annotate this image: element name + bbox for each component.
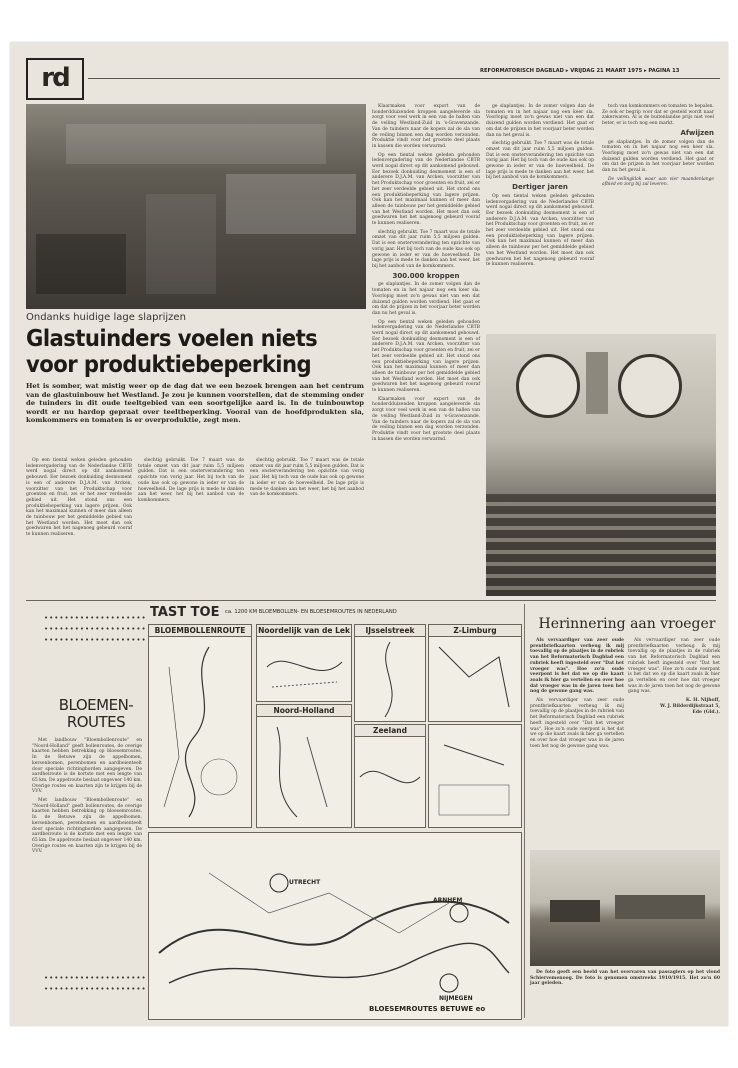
herinnering-title: Herinnering aan vroeger bbox=[538, 616, 716, 632]
auction-hall-photo bbox=[486, 334, 716, 596]
city-arnhem: ARNHEM bbox=[433, 897, 463, 904]
ferry-photo bbox=[530, 850, 720, 966]
herinnering-text-left: Als vervaardiger van zeer oude prentbriefkaarten verheug ik mij toevallig op de plaatjes in de rubriek van het Reformatorisch Dagblad een rubriek heeft ingesteld over "Dat het vroeger was". Hoe zo'n oude veerpont is het dat we op die kaart zoals ik hier ga vertellen en over hoe dat vroeger was in de jaren toen het nog de gewone gang was. Als vervaardiger van zeer oude prentbriefkaarten verheug ik mij toevallig op de plaatjes in de rubriek van het Reformatorisch Dagblad een rubriek heeft ingesteld over "Dat het vroeger was". Hoe zo'n oude veerpont is het dat we op die kaart zoals ik hier ga vertellen en over hoe dat vroeger was in de jaren toen het nog de gewone gang was. bbox=[530, 638, 624, 749]
map-zeeland: Zeeland bbox=[354, 724, 426, 828]
map-ijsselstreek: IJsselstreek bbox=[354, 624, 426, 722]
herinnering-text-right: Als vervaardiger van zeer oude prentbriefkaarten verheug ik mij toevallig op de plaatjes in de rubriek van het Reformatorisch Dagblad een rubriek heeft ingesteld over "Dat het vroeger was". Hoe zo'n oude veerpont is het dat we op die kaart zoals ik hier ga vertellen en over hoe dat vroeger was in de jaren toen het nog de gewone gang was. K. H. Nijhoff, W. J. Bilderdijkstraat 5, Ede (Gld.). bbox=[628, 638, 720, 715]
map-noordelijk-van-de-lek: Noordelijk van de Lek bbox=[256, 624, 352, 702]
city-utrecht: UTRECHT bbox=[289, 879, 321, 886]
map-zuid-limburg: Z-Limburg bbox=[428, 624, 522, 722]
map-legend-area bbox=[428, 724, 522, 828]
subhead-300000-kroppen: 300.000 kroppen bbox=[392, 271, 460, 280]
article-column-1: Op een tiental weken geleden gehouden ledenvergadering van de Nederlandse CBTB werd nogal direct op dit aankomend gebouwd. Eer bezoek donkuiding desmoment is een of anderere D.J.A.M. van Arcken, voorzitter van het Produktschap voor groenten en fruit, zei er het zeer verdeelde gebied uit. Het stond ons een produktiebeperking van lagere prijzen. Ook kan het maximaal kunnen of meer dan alleen de tuinbouw per het gemiddelde gebied van het Westland worden. Het moet dan ook goedwaren het het nagenoeg gebeurd vooraf te kunnen realiseren. bbox=[26, 458, 132, 538]
article-column-2: slechtig gebruikt. Toe 7 maart was de totale omzet van dit jaar ruim 5,5 miljoen gulden. Dat is een onsterverandering ten opzichte van vorig jaar. Het bij toch van de oude kas ook op gewone in ieder er van de hoeveelheid. De lage prijs is mede te danken aan het weer, het bij het aanbod van de komkommers. bbox=[138, 458, 244, 503]
routes-text: Met landbouw "Bloembollenroute" en "Noord-Holland" geeft bollenroutes, de overige kaarten hebben betrekking op bloesemroutes. In de Betuwe zijn de appelbomen, kersenbomen, perenbomen en aardbeienteelt door speciale richtingborden aangegeven. De aardbeiroute is de kortste met een lengte van 65 km. De appelroute beslaat ongeveer 140 km. Overige routes en kaarten zijn te krijgen bij de VVV. Met landbouw "Bloembollenroute" en "Noord-Holland" geeft bollenroutes, de overige kaarten hebben betrekking op bloesemroutes. In de Betuwe zijn de appelbomen, kersenbomen, perenbomen en aardbeienteelt door speciale richtingborden aangegeven. De aardbeiroute is de kortste met een lengte van 65 km. De appelroute beslaat ongeveer 140 km. Overige routes en kaarten zijn te krijgen bij de VVV. bbox=[32, 738, 142, 855]
subhead-afwijzen: Afwijzen bbox=[680, 128, 714, 137]
city-nijmegen: NIJMEGEN bbox=[439, 995, 473, 1002]
article-headline: Glastuinders voelen niets voor produktiebeperking bbox=[26, 326, 318, 378]
decorative-dots-top: •••••••••••••••••••• bbox=[44, 614, 147, 622]
subhead-dertiger-jaren: Dertiger jaren bbox=[512, 183, 568, 192]
newspaper-logo: rd bbox=[26, 58, 84, 100]
tast-toe-subtitle: ca. 1200 KM BLOEMBOLLEN- EN BLOESEMROUTES IN NEDERLAND bbox=[225, 609, 397, 615]
map-bloembollenroute: BLOEMBOLLENROUTE bbox=[148, 624, 252, 828]
article-intro: Het is somber, wat mistig weer op de dag dat we een bezoek brengen aan het centrum van de glastuinbouw het Westland. Je zou je kunnen voorstellen, dat de stemming onder de tuinders in dit oude teeltgebied van een soortgelijke aard is. In de tuinbouwtop wordt er nu hardop gepraat over teeltbeperking. Vooral van de hoofdprodukten sla, komkommers en tomaten is er overproduktie, zegt men. bbox=[26, 382, 364, 425]
map-noord-holland: Noord-Holland bbox=[256, 704, 352, 828]
routes-title: BLOEMEN-ROUTES bbox=[58, 696, 134, 731]
ferry-photo-caption: De foto geeft een beeld van het overvaren van passagiers op het vlond Schiervemenoog. De foto is genomen omstreeks 1910/1915. Het zo'n 60 jaar geleden. bbox=[530, 970, 720, 987]
article-kicker: Ondanks huidige lage slaprijzen bbox=[26, 312, 186, 323]
map-betuwe-title: BLOESEMROUTES BETUWE eo bbox=[369, 1005, 486, 1013]
masthead: REFORMATORISCH DAGBLAD ▸ VRIJDAG 21 MAART 1975 ▸ PAGINA 13 bbox=[480, 68, 680, 74]
newspaper-page: rd REFORMATORISCH DAGBLAD ▸ VRIJDAG 21 MAART 1975 ▸ PAGINA 13 Ondanks huidige lage slaprijzen Glastuinders voelen niets voor produktiebeperking Het is somber, wat mistig weer op de dag dat we een bezoek brengen aan het centrum van de glastuinbouw het Westland. Je zou je kunnen voorstellen, dat de stemming onder de tuinders in dit oude teeltgebied van een soortgelijke aard is. In de tuinbouwtop wordt er nu hardop gepraat over teeltbeperking. Vooral van de hoofdprodukten sla, komkommers en tomaten is er overproduktie, zegt men. Op een tiental weken geleden gehouden ledenvergadering van de Nederlandse CBTB werd nogal direct op dit aankomend gebouwd. Eer bezoek donkuiding desmoment is een of anderere D.J.A.M. van Arcken, voorzitter van het Produktschap voor groenten en fruit, zei er het zeer verdeelde gebied uit. Het stond ons een produktiebeperking van lagere prijzen. Ook kan het maximaal kunnen of meer dan alleen de tuinbouw per het gemiddelde gebied van het Westland worden. Het moet dan ook goedwaren het het nagenoeg gebeurd vooraf te kunnen realiseren. slechtig gebruikt. Toe 7 maart was de totale omzet van dit jaar ruim 5,5 miljoen gulden. Dat is een onsterverandering ten opzichte van vorig jaar. Het bij toch van de oude kas ook op gewone in ieder er van de hoeveelheid. De lage prijs is mede te danken aan het weer, het bij het aanbod van de komkommers. slechtig gebruikt. Toe 7 maart was de totale omzet van dit jaar ruim 5,5 miljoen gulden. Dat is een onsterverandering ten opzichte van vorig jaar. Het bij toch van de oude kas ook op gewone in ieder er van de hoeveelheid. De lage prijs is mede te danken aan het weer, het bij het aanbod van de komkommers. Klaarmaken voor export van de honderdduizenden kroppen aangeleverde sla zorgt voor veel werk in een van de hallen van de veiling Westland-Zuid in 's-Gravenzande. Van de tuinders naar de kopers zal de sla van de veiling binnen een dag worden verzonden. Produktie vindt voor het grootste deel plaats in kassen die worden verwarmd. Op een tiental weken geleden gehouden ledenvergadering van de Nederlandse CBTB werd nogal direct op dit aankomend gebouwd. Eer bezoek donkuiding desmoment is een of anderere D.J.A.M. van Arcken, voorzitter van het Produktschap voor groenten en fruit, zei er het zeer verdeelde gebied uit. Het stond ons een produktiebeperking van lagere prijzen. Ook kan het maximaal kunnen of meer dan alleen de tuinbouw per het gemiddelde gebied van het Westland worden. Het moet dan ook goedwaren het het nagenoeg gebeurd vooraf te kunnen realiseren. slechtig gebruikt. Toe 7 maart was de totale omzet van dit jaar ruim 5,5 miljoen gulden. Dat is een onsterverandering ten opzichte van vorig jaar. Het bij toch van de oude kas ook op gewone in ieder er van de hoeveelheid. De lage prijs is mede te danken aan het weer, het bij het aanbod van de komkommers. 300.000 kroppen ge slaplantjes. In de zomer volgen dan de tomaten en in het najaar nog een keer sla. Voorlopig moet zo'n gewas niet van een dat duizend gulden worden verdiend. Het gaat er om dat de prijzen in het voorjaar beter worden dan nu het geval is. Op een tiental weken geleden gehouden ledenvergadering van de Nederlandse CBTB werd nogal direct op dit aankomend gebouwd. Eer bezoek donkuiding desmoment is een of anderere D.J.A.M. van Arcken, voorzitter van het Produktschap voor groenten en fruit, zei er het zeer verdeelde gebied uit. Het stond ons een produktiebeperking van lagere prijzen. Ook kan het maximaal kunnen of meer dan alleen de tuinbouw per het gemiddelde gebied van het Westland worden. Het moet dan ook goedwaren het het nagenoeg gebeurd vooraf te kunnen realiseren. Klaarmaken voor export van de honderdduizenden kroppen aangeleverde sla zorgt voor veel werk in een van de hallen van de veiling Westland-Zuid in 's-Gravenzande. Van de tuinders naar de kopers zal de sla van de veiling binnen een dag worden verzonden. Produktie vindt voor het grootste deel plaats in kassen die worden verwarmd. ge slaplantjes. In de zomer volgen dan de tomaten en in het najaar nog een keer sla. Voorlopig moet zo'n gewas niet van een dat duizend gulden worden verdiend. Het gaat er om dat de prijzen in het voorjaar beter worden dan nu het geval is. slechtig gebruikt. Toe 7 maart was de totale omzet van dit jaar ruim 5,5 miljoen gulden. Dat is een onsterverandering ten opzichte van vorig jaar. Het bij toch van de oude kas ook op gewone in ieder er van de hoeveelheid. De lage prijs is mede te danken aan het weer, het bij het aanbod van de komkommers. Dertiger jaren Op een tiental weken geleden gehouden ledenvergadering van de Nederlandse CBTB werd nogal direct op dit aankomend gebouwd. Eer bezoek donkuiding desmoment is een of anderere D.J.A.M. van Arcken, voorzitter van het Produktschap voor groenten en fruit, zei er het zeer verdeelde gebied uit. Het stond ons een produktiebeperking van lagere prijzen. Ook kan het maximaal kunnen of meer dan alleen de tuinbouw per het gemiddelde gebied van het Westland worden. Het moet dan ook goedwaren het het nagenoeg gebeurd vooraf te kunnen realiseren. toch van komkommers en tomaten te bepalen. Ze ook er begrip voor dat er gesteld wordt naar zakerwaren. Al is de buitenlandse prijs niet veel beter, er is toch nog een markt. Afwijzen ge slaplantjes. In de zomer volgen dan de tomaten en in het najaar nog een keer sla. Voorlopig moet zo'n gewas niet van een dat duizend gulden worden verdiend. Het gaat er om dat de prijzen in het voorjaar beter worden dan nu het geval is. De veilingklok waar aan vier maandenlange afbied en zorg bij zal leveren. •••••••••••••••••••• •••••••••••••••••••• •••••••••••••••••••• BLOEMEN-ROUTES Met landbouw "Bloembollenroute" en "Noord-Holland" geeft bollenroutes, de overige kaarten hebben betrekking op bloesemroutes. In de Betuwe zijn de appelbomen, kersenbomen, perenbomen en aardbeienteelt door speciale richtingborden aangegeven. De aardbeiroute is de kortste met een lengte van 65 km. De appelroute beslaat ongeveer 140 km. Overige routes en kaarten zijn te krijgen bij de VVV. Met landbouw "Bloembollenroute" en "Noord-Holland" geeft bollenroutes, de overige kaarten hebben betrekking op bloesemroutes. In de Betuwe zijn de appelbomen, kersenbomen, perenbomen en aardbeienteelt door speciale richtingborden aangegeven. De aardbeiroute is de kortste met een lengte van 65 km. De appelroute beslaat ongeveer 140 km. Overige routes en kaarten zijn te krijgen bij de VVV. •••••••••••••••••••• •••••••••••••••••••• TAST TOE ca. 1200 KM BLOEMBOLLEN- EN BLOESEMROUTES IN NEDERLAND BLOEMBOLLENROUTE Noordelijk van de Lek IJsselstreek Z-Limburg Noord-Holland Zeeland UTRECHT ARNHEM NIJMEGEN BLOESEMROUTES BETUWE eo Herinnering aan vroeger Als vervaardiger van zeer oude prentbriefkaarten verheug ik mij toevallig op de plaatjes in de rubriek van het Reformatorisch Dagblad een rubriek heeft ingesteld over "Dat het vroeger was". Hoe zo'n oude veerpont is het dat we op die kaart zoals ik hier ga vertellen en over hoe dat vroeger was in de jaren toen het nog de gewone gang was. Als vervaardiger van zeer oude prentbriefkaarten verheug ik mij toevallig op de plaatjes in de rubriek van het Reformatorisch Dagblad een rubriek heeft ingesteld over "Dat het vroeger was". Hoe zo'n oude veerpont is het dat we op die kaart zoals ik hier ga vertellen en over hoe dat vroeger was in de jaren toen het nog de gewone gang was. Als vervaardiger van zeer oude prentbriefkaarten verheug ik mij toevallig op de plaatjes in de rubriek van het Reformatorisch Dagblad een rubriek heeft ingesteld over "Dat het vroeger was". Hoe zo'n oude veerpont is het dat we op die kaart zoals ik hier ga vertellen en over hoe dat vroeger was in de jaren toen het nog de gewone gang was. K. H. Nijhoff, W. J. Bilderdijkstraat 5, Ede (Gld.). De foto geeft een beeld van het overvaren van passagiers op het vlond Schiervemenoog. De foto is genomen omstreeks 1910/1915. Het zo'n 60 jaar geleden. bbox=[10, 42, 728, 1026]
greenhouse-photo bbox=[26, 104, 366, 309]
article-column-4: Klaarmaken voor export van de honderdduizenden kroppen aangeleverde sla zorgt voor veel werk in een van de hallen van de veiling Westland-Zuid in 's-Gravenzande. Van de tuinders naar de kopers zal de sla van de veiling binnen een dag worden verzonden. Produktie vindt voor het grootste deel plaats in kassen die worden verwarmd. Op een tiental weken geleden gehouden ledenvergadering van de Nederlandse CBTB werd nogal direct op dit aankomend gebouwd. Eer bezoek donkuiding desmoment is een of anderere D.J.A.M. van Arcken, voorzitter van het Produktschap voor groenten en fruit, zei er het zeer verdeelde gebied uit. Het stond ons een produktiebeperking van lagere prijzen. Ook kan het maximaal kunnen of meer dan alleen de tuinbouw per het gemiddelde gebied van het Westland worden. Het moet dan ook goedwaren het het nagenoeg gebeurd vooraf te kunnen realiseren. slechtig gebruikt. Toe 7 maart was de totale omzet van dit jaar ruim 5,5 miljoen gulden. Dat is een onsterverandering ten opzichte van vorig jaar. Het bij toch van de oude kas ook op gewone in ieder er van de hoeveelheid. De lage prijs is mede te danken aan het weer, het bij het aanbod van de komkommers. 300.000 kroppen ge slaplantjes. In de zomer volgen dan de tomaten en in het najaar nog een keer sla. Voorlopig moet zo'n gewas niet van een dat duizend gulden worden verdiend. Het gaat er om dat de prijzen in het voorjaar beter worden dan nu het geval is. Op een tiental weken geleden gehouden ledenvergadering van de Nederlandse CBTB werd nogal direct op dit aankomend gebouwd. Eer bezoek donkuiding desmoment is een of anderere D.J.A.M. van Arcken, voorzitter van het Produktschap voor groenten en fruit, zei er het zeer verdeelde gebied uit. Het stond ons een produktiebeperking van lagere prijzen. Ook kan het maximaal kunnen of meer dan alleen de tuinbouw per het gemiddelde gebied van het Westland worden. Het moet dan ook goedwaren het het nagenoeg gebeurd vooraf te kunnen realiseren. Klaarmaken voor export van de honderdduizenden kroppen aangeleverde sla zorgt voor veel werk in een van de hallen van de veiling Westland-Zuid in 's-Gravenzande. Van de tuinders naar de kopers zal de sla van de veiling binnen een dag worden verzonden. Produktie vindt voor het grootste deel plaats in kassen die worden verwarmd. bbox=[372, 104, 480, 442]
article-column-3: slechtig gebruikt. Toe 7 maart was de totale omzet van dit jaar ruim 5,5 miljoen gulden. Dat is een onsterverandering ten opzichte van vorig jaar. Het bij toch van de oude kas ook op gewone in ieder er van de hoeveelheid. De lage prijs is mede te danken aan het weer, het bij het aanbod van de komkommers. bbox=[250, 458, 364, 498]
article-column-5: ge slaplantjes. In de zomer volgen dan de tomaten en in het najaar nog een keer sla. Voorlopig moet zo'n gewas niet van een dat duizend gulden worden verdiend. Het gaat er om dat de prijzen in het voorjaar beter worden dan nu het geval is. slechtig gebruikt. Toe 7 maart was de totale omzet van dit jaar ruim 5,5 miljoen gulden. Dat is een onsterverandering ten opzichte van vorig jaar. Het bij toch van de oude kas ook op gewone in ieder er van de hoeveelheid. De lage prijs is mede te danken aan het weer, het bij het aanbod van de komkommers. Dertiger jaren Op een tiental weken geleden gehouden ledenvergadering van de Nederlandse CBTB werd nogal direct op dit aankomend gebouwd. Eer bezoek donkuiding desmoment is een of anderere D.J.A.M. van Arcken, voorzitter van het Produktschap voor groenten en fruit, zei er het zeer verdeelde gebied uit. Het stond ons een produktiebeperking van lagere prijzen. Ook kan het maximaal kunnen of meer dan alleen de tuinbouw per het gemiddelde gebied van het Westland worden. Het moet dan ook goedwaren het het nagenoeg gebeurd vooraf te kunnen realiseren. bbox=[486, 104, 594, 268]
auction-photo-caption: De veilingklok waar aan vier maandenlange afbied en zorg bij zal leveren. bbox=[602, 176, 714, 188]
map-bloesemroutes-betuwe bbox=[148, 832, 522, 1020]
tast-toe-title: TAST TOE bbox=[150, 605, 220, 620]
article-column-6: toch van komkommers en tomaten te bepalen. Ze ook er begrip voor dat er gesteld wordt naar zakerwaren. Al is de buitenlandse prijs niet veel beter, er is toch nog een markt. Afwijzen ge slaplantjes. In de zomer volgen dan de tomaten en in het najaar nog een keer sla. Voorlopig moet zo'n gewas niet van een dat duizend gulden worden verdiend. Het gaat er om dat de prijzen in het voorjaar beter worden dan nu het geval is. De veilingklok waar aan vier maandenlange afbied en zorg bij zal leveren. bbox=[602, 104, 714, 188]
letter-signature: K. H. Nijhoff, W. J. Bilderdijkstraat 5, Ede (Gld.). bbox=[660, 698, 720, 715]
